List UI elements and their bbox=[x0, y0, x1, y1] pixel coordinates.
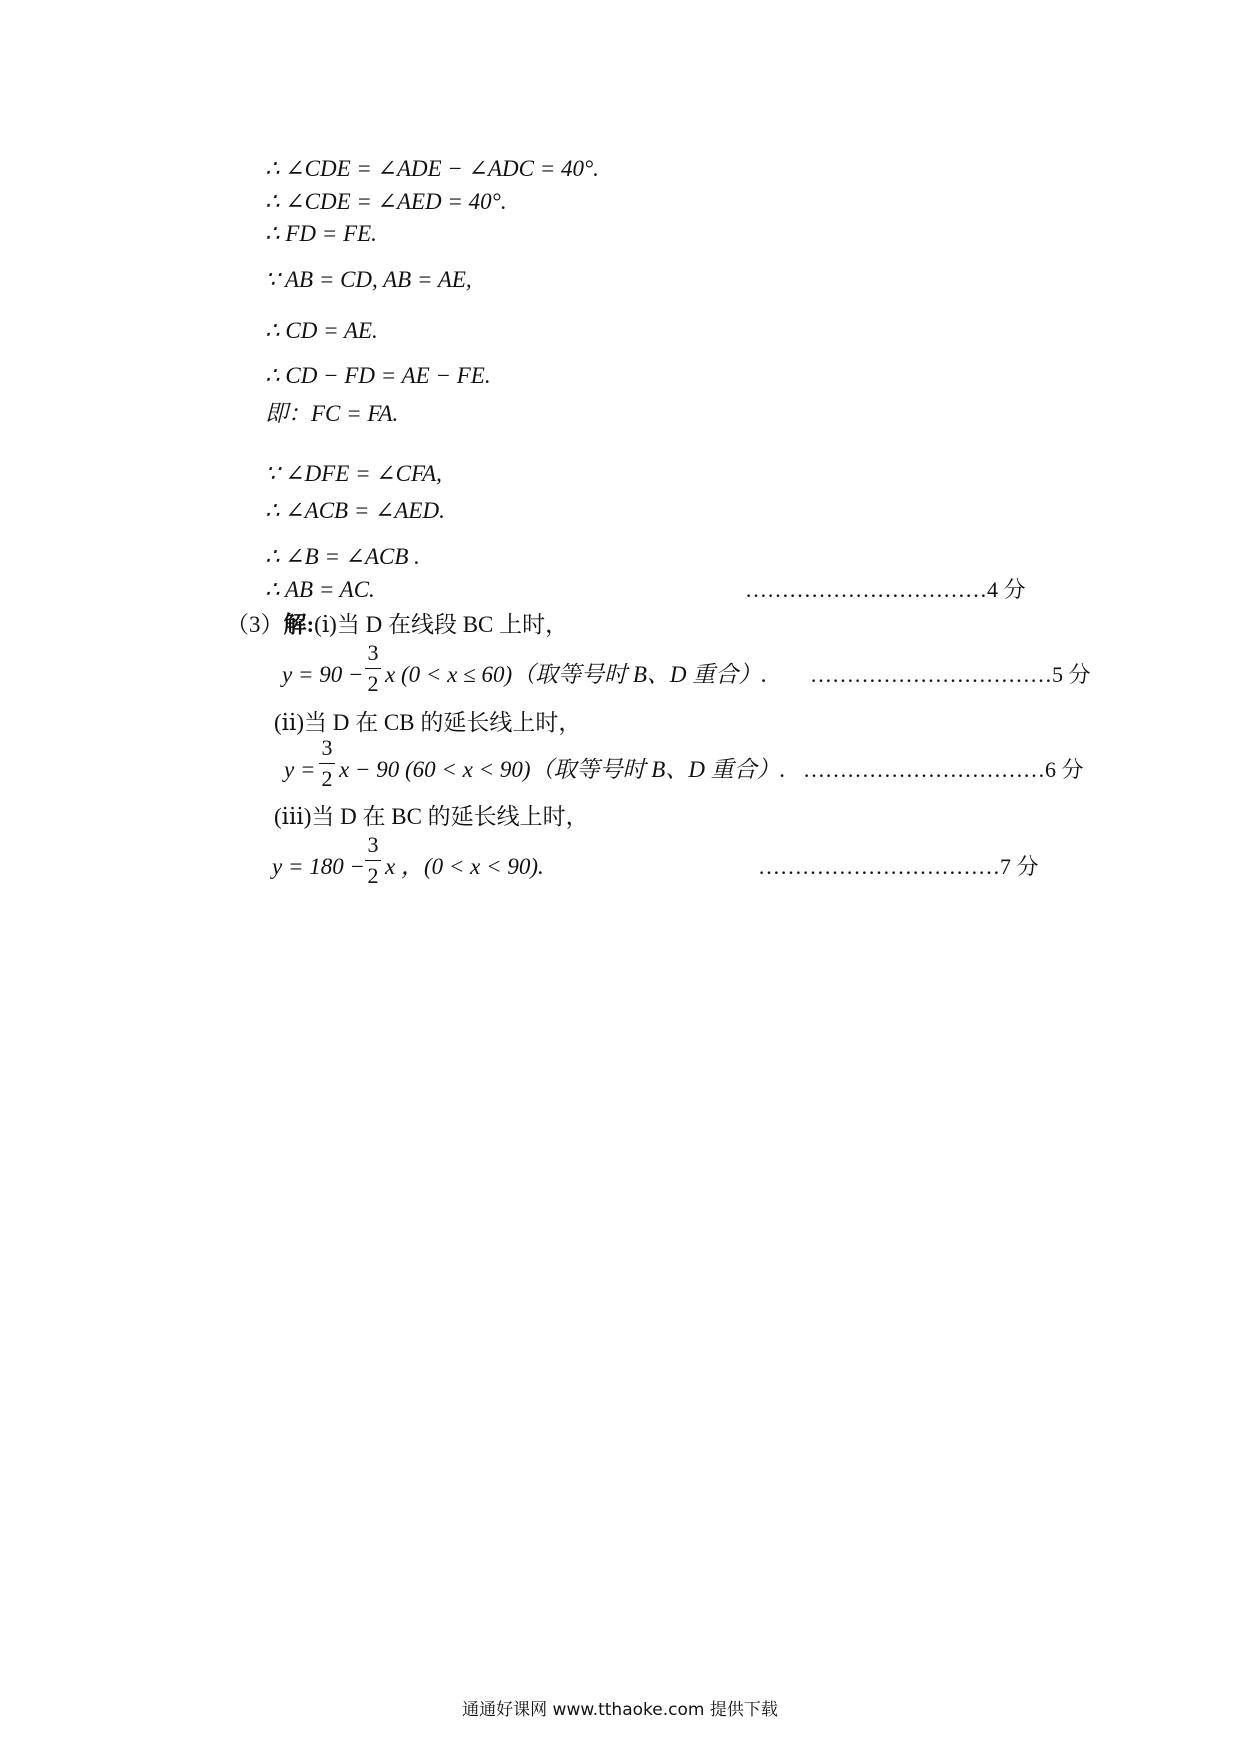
points-marker: ……………………………5 分 bbox=[810, 662, 1091, 687]
part-3-header bbox=[226, 613, 568, 636]
formula-1-left: y = 90 − bbox=[282, 662, 364, 687]
proof-line: ∵ ∠DFE = ∠CFA, bbox=[265, 461, 442, 486]
formula-2-right: x − 90 (60 < x < 90)（取等号时 B、D 重合）. bbox=[339, 757, 786, 782]
proof-line: ∴ FD = FE. bbox=[265, 221, 377, 246]
fraction bbox=[365, 834, 381, 887]
fraction-denominator: 2 bbox=[367, 671, 379, 696]
proof-line: ∴ ∠CDE = ∠ADE − ∠ADC = 40°. bbox=[265, 156, 599, 181]
case-2-text: (ⅱ)当 D 在 CB 的延长线上时， bbox=[274, 710, 582, 735]
points-marker: ……………………………7 分 bbox=[758, 854, 1039, 879]
case-1-text: (ⅰ)当 D 在线段 BC 上时， bbox=[314, 612, 569, 637]
fraction-numerator: 3 bbox=[365, 834, 381, 861]
fraction-numerator: 3 bbox=[319, 737, 335, 764]
page-footer: 通通好课网 www.tthaoke.com 提供下载 bbox=[462, 1700, 778, 1720]
case-3-text: (ⅲ)当 D 在 BC 的延长线上时， bbox=[274, 804, 589, 829]
fraction-denominator: 2 bbox=[321, 766, 333, 791]
formula-2-left: y = bbox=[284, 757, 316, 782]
formula-1-right: x (0 < x ≤ 60)（取等号时 B、D 重合）. bbox=[385, 662, 768, 687]
fraction-denominator: 2 bbox=[367, 863, 379, 888]
proof-line: ∵ AB = CD, AB = AE, bbox=[265, 267, 472, 292]
proof-line: ∴ CD − FD = AE − FE. bbox=[265, 363, 491, 388]
part-label: （3） bbox=[226, 612, 284, 637]
proof-line: ∴ AB = AC. bbox=[265, 577, 375, 602]
formula-3-left: y = 180 − bbox=[272, 854, 365, 879]
proof-line: ∴ CD = AE. bbox=[265, 318, 378, 343]
solve-label: 解: bbox=[283, 612, 315, 637]
points-marker: ……………………………4 分 bbox=[745, 577, 1026, 602]
formula-3-right: x ，(0 < x < 90). bbox=[385, 854, 544, 879]
points-marker: ……………………………6 分 bbox=[803, 757, 1084, 782]
fraction bbox=[319, 737, 335, 790]
proof-line: ∴ ∠B = ∠ACB . bbox=[265, 544, 420, 569]
proof-line: ∴ ∠CDE = ∠AED = 40°. bbox=[265, 189, 507, 214]
proof-line: ∴ ∠ACB = ∠AED. bbox=[265, 498, 445, 523]
fraction-numerator: 3 bbox=[365, 642, 381, 669]
proof-line: 即：FC = FA. bbox=[265, 401, 399, 426]
fraction bbox=[365, 642, 381, 695]
